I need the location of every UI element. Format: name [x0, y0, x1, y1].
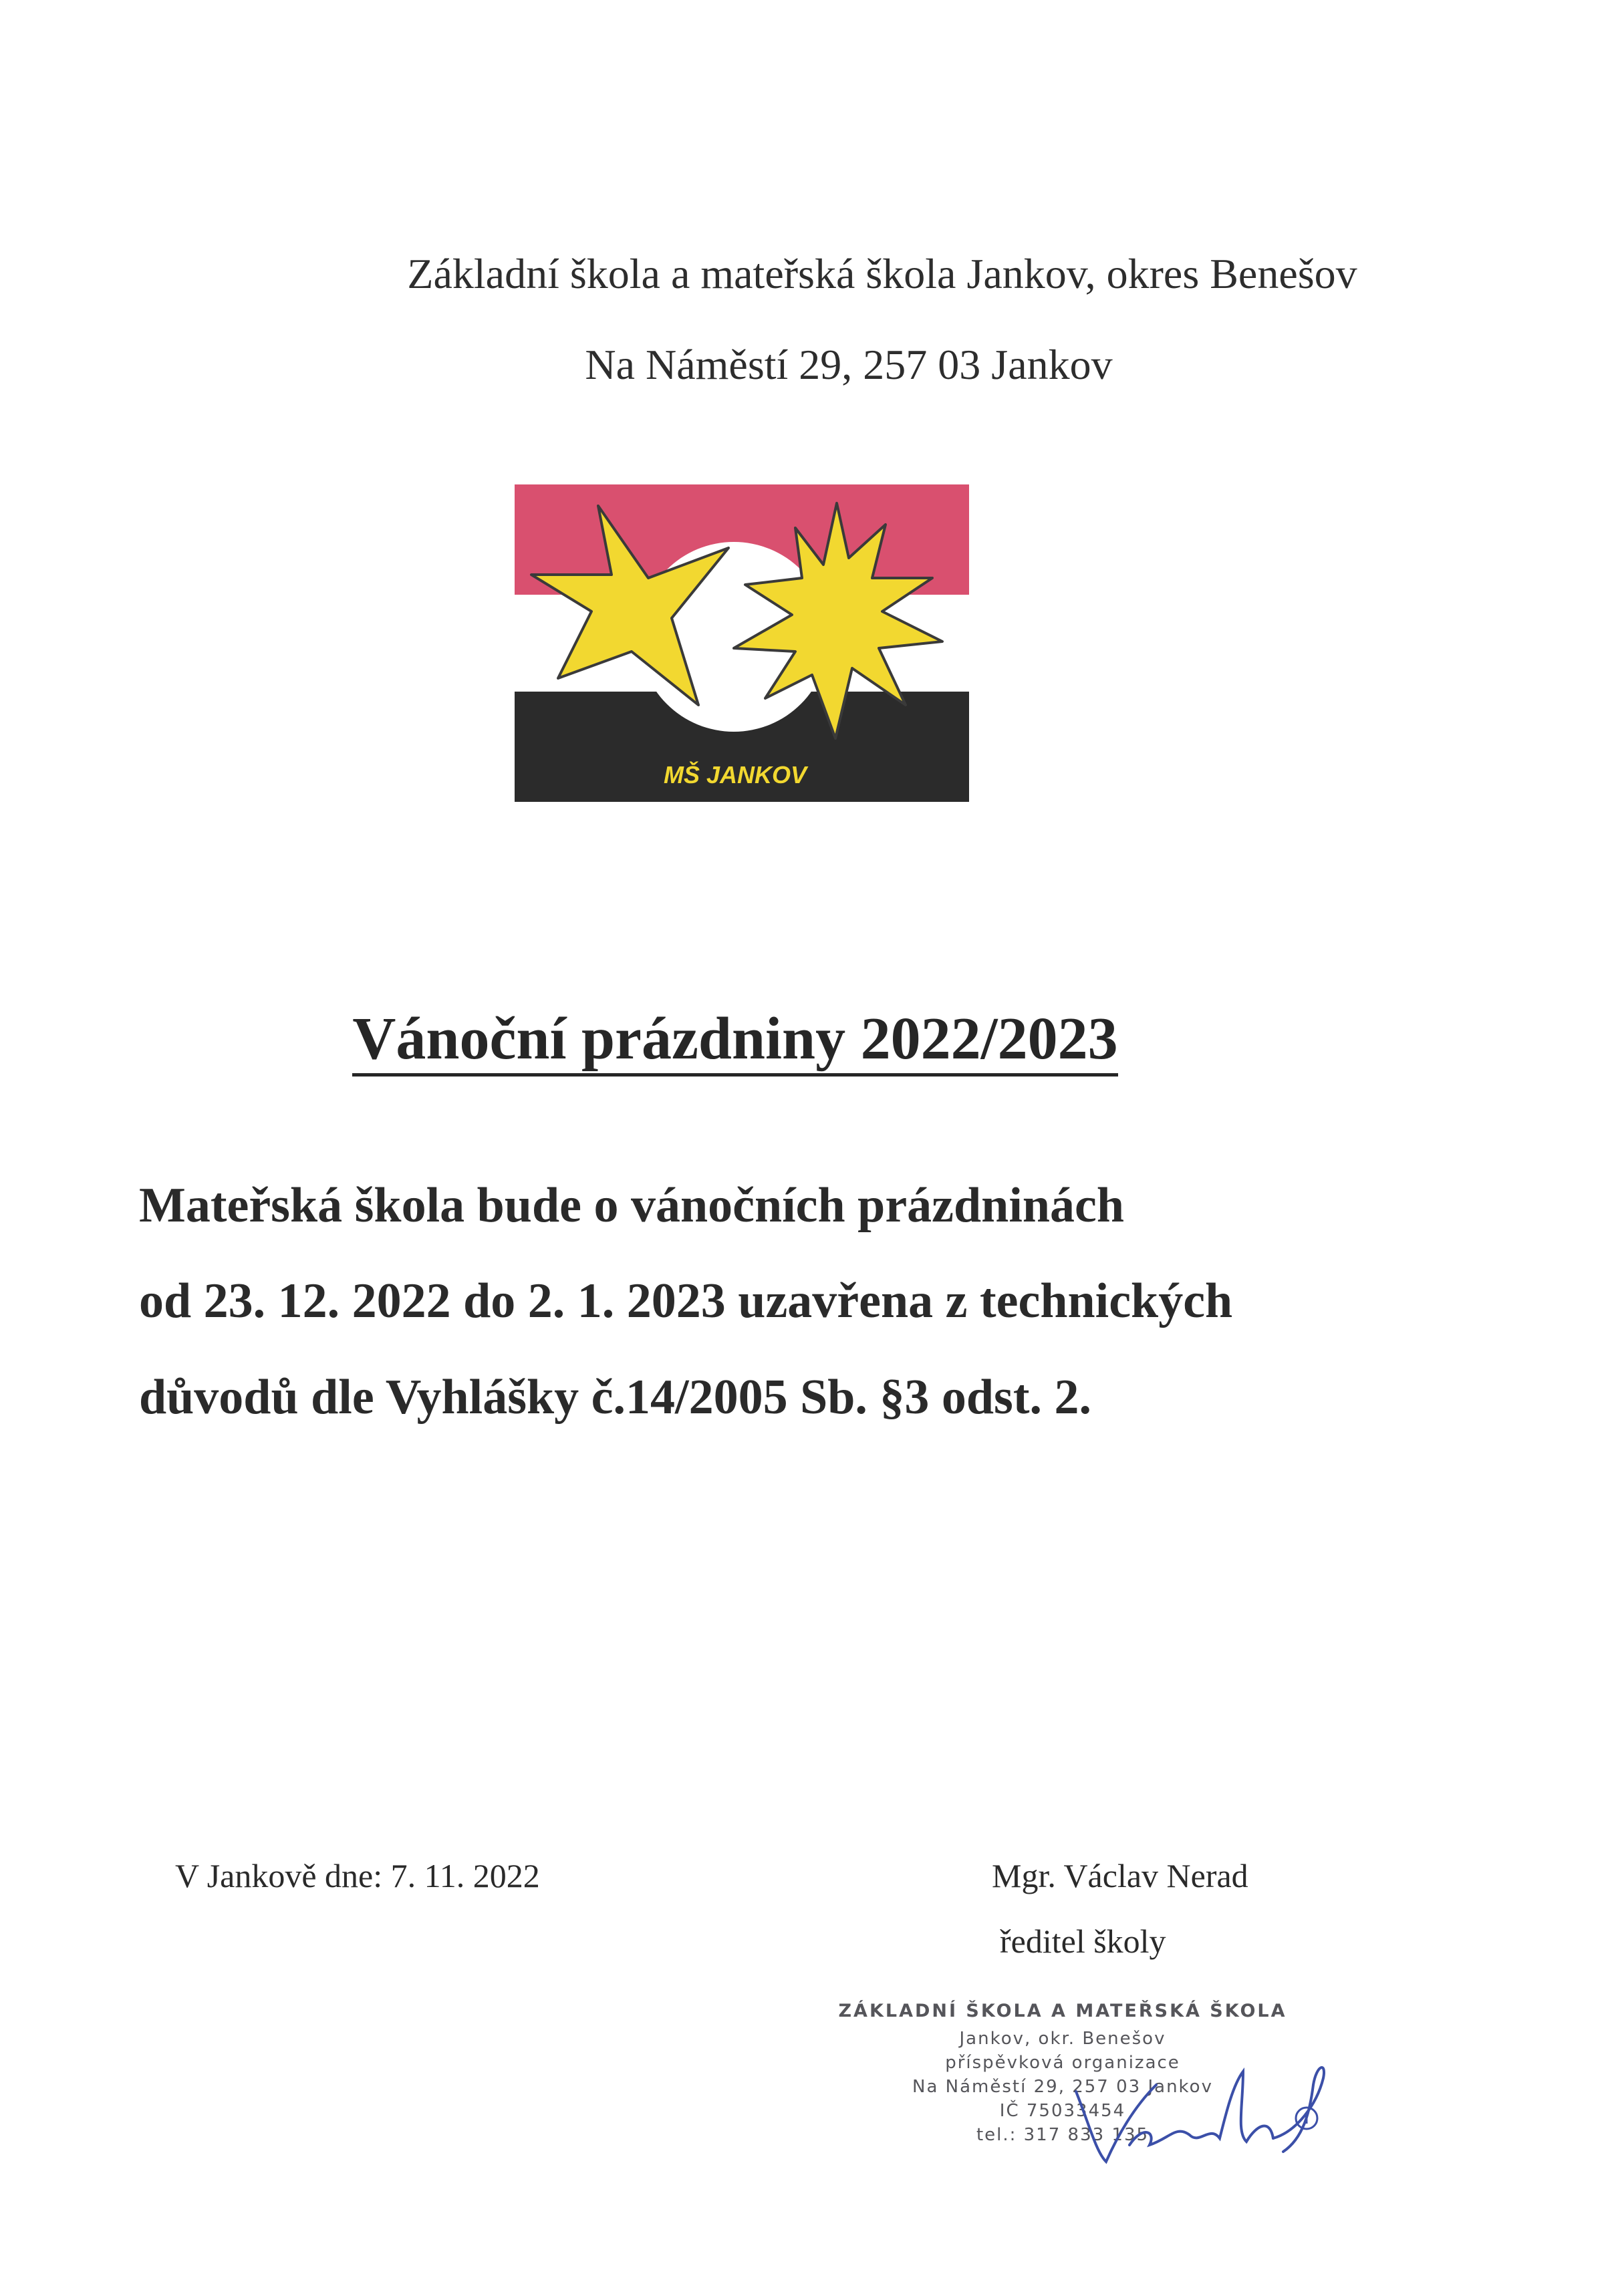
- stamp-line: IČ 75033454: [999, 2101, 1126, 2121]
- body-line-2: od 23. 12. 2022 do 2. 1. 2023 uzavřena z technických: [139, 1274, 1233, 1328]
- signer-name: Mgr. Václav Nerad: [992, 1857, 1248, 1894]
- stamp-line: Jankov, okr. Benešov: [959, 2029, 1166, 2049]
- body-line-3: důvodů dle Vyhlášky č.14/2005 Sb. §3 odst. 2.: [139, 1370, 1091, 1425]
- handwritten-signature: [1056, 2045, 1337, 2178]
- document-title-text: Vánoční prázdniny 2022/2023: [352, 1006, 1117, 1077]
- stamp-line: ZÁKLADNÍ ŠKOLA A MATEŘSKÁ ŠKOLA: [838, 2001, 1287, 2021]
- school-name: Základní škola a mateřská škola Jankov, okres Benešov: [407, 250, 1357, 297]
- signer-role: ředitel školy: [1000, 1922, 1166, 1960]
- place-date: V Jankově dne: 7. 11. 2022: [175, 1857, 540, 1894]
- body-line-1: Mateřská škola bude o vánočních prázdninách: [139, 1178, 1125, 1233]
- school-logo: [515, 484, 969, 802]
- logo-text: MŠ JANKOV: [663, 761, 807, 788]
- stamp-line: tel.: 317 833 135: [976, 2125, 1150, 2145]
- stamp-line: příspěvková organizace: [945, 2053, 1180, 2073]
- school-address: Na Náměstí 29, 257 03 Jankov: [585, 341, 1113, 388]
- stamp-line: Na Náměstí 29, 257 03 Jankov: [912, 2077, 1213, 2097]
- document-title: [0, 1006, 1470, 1072]
